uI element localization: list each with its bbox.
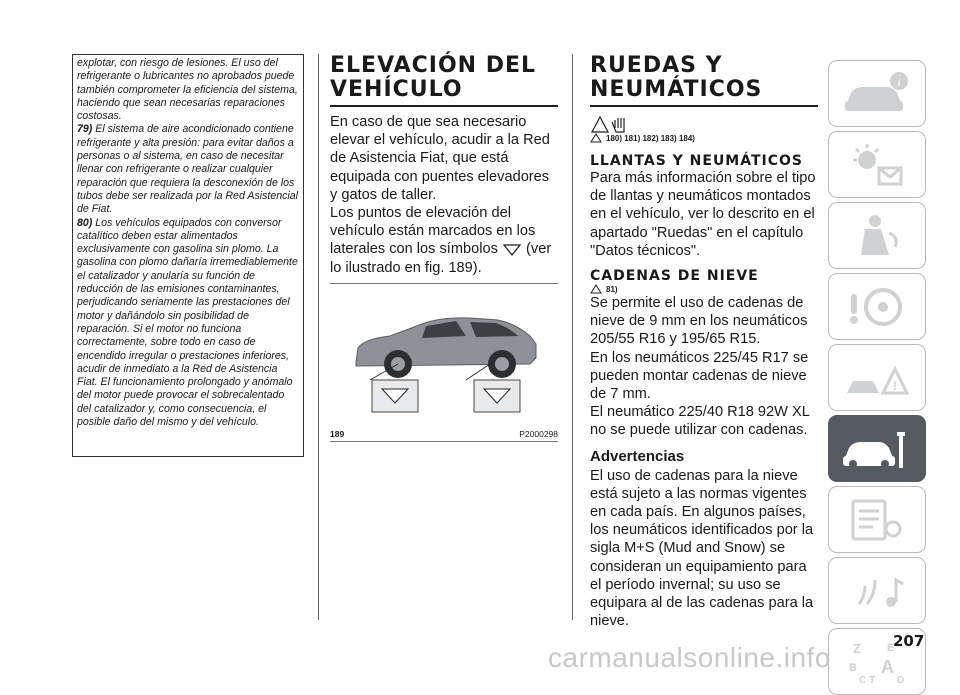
tab-safety[interactable]	[828, 202, 926, 269]
page-number: 207	[893, 632, 925, 650]
tab-dashboard[interactable]	[828, 131, 926, 198]
section-title-ruedas: RUEDAS Y NEUMÁTICOS	[590, 53, 763, 102]
warning-hand-icon	[590, 114, 634, 134]
figure-rule-bottom	[330, 441, 558, 442]
note-refs-2-text: 81)	[606, 284, 618, 294]
tab-maintenance[interactable]	[828, 415, 926, 482]
warning-triangle-icon	[839, 353, 915, 403]
car-info-icon	[839, 69, 915, 119]
tab-technical-data[interactable]	[828, 486, 926, 553]
paragraph-llantas: Para más información sobre el tipo de llantas y neumáticos montados en el vehículo, ver lo descrito en el apartado "Ruedas" en el capítulo "Datos técnicos".	[590, 170, 816, 259]
warning-triangle-small-icon	[590, 133, 602, 143]
svg-text:i: i	[897, 74, 901, 89]
paragraph-elevacion-2b: (ver lo ilustrado en fig. 189).	[330, 241, 552, 276]
steering-wheel-icon	[839, 282, 915, 332]
paragraph-cadenas-2: En los neumáticos 225/45 R17 se pueden montar cadenas de nieve de 7 mm.	[590, 349, 809, 403]
middle-column	[330, 54, 558, 442]
index-letter-c: C	[859, 674, 867, 686]
technical-data-icon	[839, 495, 915, 545]
car-lift-figure	[330, 284, 558, 429]
caution-icon	[590, 284, 602, 294]
warning-text-80: Los vehículos equipados con conversor catalítico deben estar alimentados exclusivamente con gasolina sin plomo. La gasolina con plomo dañaría irremediablemente el catalizador y anularía su función de reducción de las emisiones contaminantes, perjudicando seriamente las prestaciones del motor y dañándolo sin posibilidad de reparación. Si el motor no funciona correctamente, sobre todo en caso de encendido irregular o prestaciones inferiores, acudir de inmediato a la Red de Asistencia Fiat. El funcionamiento prolongado y anómalo del motor puede provocar el sobrecalentado del catalizador y, como consecuencia, el posible daño del mismo y del vehículo.	[77, 216, 298, 429]
note-refs-1	[590, 133, 818, 143]
safety-symbols	[590, 113, 818, 135]
column-divider-2	[572, 54, 573, 620]
multimedia-icon	[839, 566, 915, 616]
tab-driving[interactable]	[828, 273, 926, 340]
warning-box	[72, 54, 304, 457]
warning-text-79: El sistema de aire acondicionado contiene refrigerante y alta presión: para evitar daños a personas o al sistema, en caso de necesitar llenar con refrigerante o realizar cualquier reparación que requiera la desconexión de los tubos debe ser realizada por la Red Asistencial de Fiat.	[77, 123, 299, 216]
index-letter-t: T	[869, 674, 876, 686]
right-column	[590, 54, 818, 630]
subtitle-advertencias: Advertencias	[590, 447, 685, 465]
paragraph-elevacion-2a: Los puntos de elevación del vehículo están marcados en los laterales con los símbolos	[330, 205, 536, 258]
car-maintenance-icon	[839, 424, 915, 474]
subtitle-cadenas: CADENAS DE NIEVE	[590, 268, 759, 285]
paragraph-elevacion-1: En caso de que sea necesario elevar el vehículo, acudir a la Red de Asistencia Fiat, que está equipada con puentes elevadores y gatos de taller.	[330, 114, 550, 203]
tab-car-info[interactable]	[828, 60, 926, 127]
svg-text:!: !	[893, 378, 897, 393]
figure-caption	[330, 429, 558, 439]
subtitle-llantas: LLANTAS Y NEUMÁTICOS	[590, 153, 804, 169]
paragraph-cadenas-1: Se permite el uso de cadenas de nieve de 9 mm en los neumáticos 205/55 R16 y 195/65 R15.	[590, 295, 808, 348]
paragraph-elevacion-2	[330, 204, 558, 277]
dashboard-lights-icon	[839, 140, 915, 190]
paragraph-advertencias: El uso de cadenas para la nieve está sujeto a las normas vigentes en cada país. En algunos países, los neumáticos identificados por la sigla M+S (Mud and Snow) se consideran un equipamiento para el período invernal; su uso se equipara al de las cadenas para la nieve.	[590, 467, 814, 630]
tab-emergency[interactable]	[828, 344, 926, 411]
seat-safety-icon	[839, 211, 915, 261]
warning-item-80	[77, 217, 299, 430]
figure-number: 189	[330, 428, 345, 439]
title-rule	[330, 105, 558, 107]
note-refs-text: 180) 181) 182) 183) 184)	[606, 133, 695, 143]
figure-code: P2000298	[519, 428, 558, 439]
index-letter-d: D	[897, 674, 905, 686]
warning-text-1: explotar, con riesgo de lesiones. El uso del refrigerante o lubricantes no aprobados puede también comprometer la eficiencia del sistema, haciendo que sean necesarias reparaciones costosas.	[77, 57, 298, 123]
note-refs-2	[590, 284, 818, 294]
tab-multimedia[interactable]	[828, 557, 926, 624]
note-number-79: 79)	[77, 123, 93, 136]
section-title-elevacion: ELEVACIÓN DEL VEHÍCULO	[330, 53, 537, 102]
column-divider-1	[318, 54, 319, 620]
paragraph-cadenas-3: El neumático 225/40 R18 92W XL no se puede utilizar con cadenas.	[590, 404, 810, 439]
title-rule-2	[590, 105, 818, 107]
index-letter-b: B	[849, 661, 857, 674]
warning-item-79	[77, 123, 299, 216]
index-letter-z: Z	[853, 640, 861, 656]
watermark: carmanualsonline.info	[548, 642, 831, 673]
index-letter-e: E	[887, 641, 895, 654]
lift-point-symbol-icon	[502, 243, 522, 257]
note-number-80: 80)	[77, 216, 93, 229]
index-letter-a: A	[881, 656, 894, 677]
